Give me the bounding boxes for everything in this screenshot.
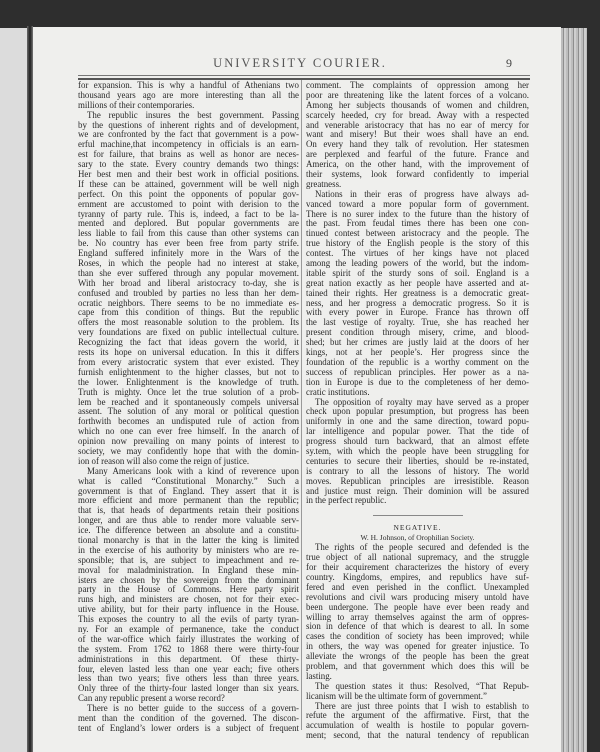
text-line: ness, and her progress a democratic progress. So it is [306,297,529,308]
section-heading: NEGATIVE. [393,523,442,533]
text-line: The question states it thus: Resolved, “That Repub- [315,680,529,691]
text-line: centuries to secure their liberties, should be re-instated, [306,455,529,466]
text-line: willing to array themselves against the arm of oppres- [306,611,529,622]
text-line: tional monarchy is that in the latter the king is limited [78,534,299,545]
running-header: UNIVERSITY COURIER. [213,56,387,70]
text-line: opinion now prevailing on many points of interest to [78,436,299,447]
text-line: is contrary to all the lessons of history. The world [306,465,529,476]
text-line: of the war-office which fairly illustrates the working of [78,633,299,644]
text-line: problem, and that government which does this will be [306,660,529,671]
text-line: that is, that heads of departments retain their positions [78,505,299,516]
text-line: tent of England’s lower orders is a subject of frequent [78,722,299,733]
section-separator [373,515,463,516]
text-line: Many Americans look with a kind of reverence upon [87,465,299,476]
text-line: Recognizing the fact that ideas govern the world, it [78,337,299,348]
text-line: the lower. Enlightenment is the knowledge of truth. [78,376,299,387]
text-line: for their acquirement characterizes the history of every [306,562,529,573]
text-line: sion in defence of that which is dearest to all. In some [306,621,529,632]
text-line: ment; second, that the natural tendency of republican [306,730,529,741]
text-line: true history of the English people is the story of this [306,238,529,249]
paragraph [78,704,299,734]
text-line: ernment are accustomed to point with derision to the [78,198,299,209]
paragraph [78,81,299,111]
text-line: greatness. [306,178,342,189]
text-line: If these can be attained, government will be well nigh [78,178,299,189]
text-line: est for failure, that brains as well as honor are neces- [78,149,299,160]
right-column-bottom [306,543,529,741]
text-line: and venerable aristocracy that has no ear of mercy for [306,119,529,130]
text-line: utive ability, but for their party influence in the House. [78,604,299,615]
text-line: millions of their contemporaries. [78,99,195,110]
text-line: Can any republic present a worse record? [78,693,225,704]
text-line: less liable to fail from this cause than other systems can [78,228,299,239]
text-line: with every power in Europe. France has thrown off [306,307,529,318]
text-line: sy.tem, with which the people have been struggling for [306,445,529,456]
text-line: be. No country has ever been free from party strife. [78,238,299,249]
text-line: ny. For an example of permanence, take the conduct [78,623,299,634]
text-line: tinued contest between aristocracy and the people. The [306,228,529,239]
text-line: success of republican principles. Her power as a na- [306,366,529,377]
text-line: America, on the other hand, with the improvement of [306,159,529,170]
text-line: by the questions of inherent rights and of development, [78,119,299,130]
text-line: Roses, in which the people had no interest at stake, [78,258,299,269]
text-line: assent. The solution of any moral or political question [78,406,299,417]
text-line: lar intelligence and popular power. That the tide of [306,426,529,437]
header-rule [78,75,530,76]
text-line: vanced toward a more popular form of government. [306,198,529,209]
text-line: offers the most reasonable solution to the problem. Its [78,317,299,328]
text-line: forthwith becomes an undisputed rule of action from [78,416,299,427]
text-line: the past. From feudal times there has been one con- [306,218,529,229]
page-stack-edges [561,28,587,752]
text-line: cratic institutions. [306,386,370,397]
text-line: moval for maladministration. In England these min- [78,564,299,575]
text-line: present condition through misery, crime, and blood- [306,327,529,338]
text-line: what is called “Constitutional Monarchy.” Such a [78,475,299,486]
text-line: government is that of England. They assert that it is [78,485,299,496]
text-line: shed; but her crimes are justly laid at the doors of her [306,337,529,348]
text-line: comment. The complaints of oppression among her [306,80,529,90]
text-line: With her broad and liberal aristocracy to-day, she is [78,277,299,288]
text-line: which no one can ever free himself. In the anarch of [78,426,299,437]
text-line: Her best men and their best work in official positions. [78,169,299,180]
paragraph [78,467,299,704]
text-line: refute the argument of the affirmative. First, that the [306,710,529,721]
text-line: party in the House of Commons. Here party spirit [78,584,299,595]
text-line: itable spirit of the sturdy sons of soil. England is a [306,267,529,278]
text-line: for expansion. This is why a handful of Athenians two [78,80,299,90]
previous-page-edge [0,28,27,752]
text-line: runs high, and ministers are chosen, not for their exec- [78,594,299,605]
text-line: fered and even perished in the conflict. Unexampled [306,581,529,592]
text-line: the last vestige of royalty. True, she has reached her [306,317,529,328]
text-line: administrations in this department. Of these thirty- [78,653,299,664]
text-line: perfect. On this point the opponents of popular gov- [78,188,299,199]
text-line: and justice must reign. Their dominion will be assured [306,485,529,496]
text-line: The opposition of royalty may have served as a proper [315,396,529,407]
text-line: Nations in their eras of progress have always ad- [315,188,529,199]
paragraph [306,190,529,398]
paragraph [306,543,529,681]
text-line: among the leading powers of the world, but the indom- [306,258,529,269]
text-line: ice. The difference between an absolute and a constitu- [78,525,299,536]
text-line: from every aristocratic system that ever existed. They [78,356,299,367]
text-line: mented and deplored. But popular governments are [78,218,299,229]
text-line: There is no surer index to the future than the history of [306,208,529,219]
text-line: There are just three points that I wish to establish to [315,700,529,711]
text-line: tion in Europe is due to the completeness of her demo- [306,376,529,387]
text-line: England suffered infinitely more in the Wars of the [78,248,299,259]
text-line: the system. From 1762 to 1868 there were thirty-four [78,643,299,654]
text-line: On every hand they talk of revolution. Her statesmen [306,139,529,150]
right-column [306,81,529,741]
text-line: four, eleven lasted less than one year each; five others [78,663,299,674]
text-line: been undergone. The people have ever been ready and [306,601,529,612]
text-line: This exposes the country to all the evils of party tyran- [78,614,299,625]
text-line: contest. The virtues of her kings have not placed [306,248,529,259]
text-line: erful machine,that incompetency in officials is an earn- [78,139,299,150]
text-line: very foundations are fixed on public intellectual culture. [78,327,299,338]
text-line: accumulation of wealth is hostile to popular govern- [306,720,529,731]
text-line: cape from this condition of things. But the republic [78,307,299,318]
text-line: licanism will be the ultimate form of government.” [306,690,487,701]
text-line: we are confronted by the fact that government is a pow- [78,129,299,140]
section-author: W. H. Johnson, of Orophilian Society. [360,533,475,543]
text-line: true object of all national supremacy, and the struggle [306,552,529,563]
text-line: The rights of the people secured and defended is the [315,542,529,553]
paragraph [306,81,529,190]
paragraph [306,682,529,702]
text-line: progress should turn backward, that an almost effete [306,436,529,447]
text-line: kings, not at her people’s. Her progress since the [306,347,529,358]
text-line: poor are threatening like the latent forces of a volcano. [306,89,529,100]
text-line: society, we may confidently hope that with the domin- [78,445,299,456]
text-line: in the exercise of his authority by ministers who are re- [78,544,299,555]
text-line: Among her subjects thousands of women and children, [306,99,529,110]
text-line: uniformly in one and the same direction, toward popu- [306,416,529,427]
text-line: than she ever suffered through any popular movement. [78,267,299,278]
text-line: less than two years; five others less than three years. [78,673,299,684]
text-line: ment than the condition of the governed. The discon- [78,713,299,723]
text-line: sary to the state. Every country demands two things: [78,159,299,170]
text-line: in the perfect republic. [306,495,387,506]
text-line: lem be reached and it spontaneously compels universal [78,396,299,407]
text-line: furnish enlightenment to the higher classes, but not to [78,366,299,377]
text-line: Only three of the thirty-four lasted longer than six years. [78,683,299,694]
text-line: lasting. [306,670,332,681]
text-line: longer, and are thus able to render more valuable serv- [78,515,299,526]
text-line: their systems, look forward confidently to imperial [306,169,529,180]
text-line: moves. Republican principles are irresistible. Reason [306,475,529,486]
text-line: ion of reason will also come the reign of justice. [78,455,250,466]
text-line: want and misery! But their woes shall have an end. [306,129,529,140]
text-line: Truth is mighty. Once let the true solution of a prob- [78,386,299,397]
text-line: are perplexed and fearful of the future. France and [306,149,529,160]
text-line: tained their rights. Her greatness is a democratic great- [306,287,529,298]
text-line: scarcely heeded, cry for bread. Away with a respected [306,109,529,120]
text-line: There is no better guide to the success of a govern- [87,703,299,714]
text-line: rests its hope on universal education. In this it differs [78,347,299,358]
text-line: ocratic neighbors. There seems to be no immediate es- [78,297,299,308]
paragraph [306,398,529,507]
paragraph [306,702,529,742]
text-line: confused and troubled by parties no less than her dem- [78,287,299,298]
right-column-top [306,81,529,506]
text-line: thousand years ago are more interesting than all the [78,89,299,100]
left-column [78,81,299,734]
text-line: in others, the way was opened for greater injustice. To [306,641,529,652]
text-line: country. Kingdoms, empires, and republics have suf- [306,571,529,582]
column-divider [301,80,302,730]
text-line: The republic insures the best government. Passing [87,109,299,120]
text-line: isters are chosen by the sovereign from the dominant [78,574,299,585]
page-number: 9 [506,56,512,70]
text-line: alleviate the wrongs of the people has been the great [306,651,529,662]
text-line: foundation of the republic is a worthy comment on the [306,356,529,367]
text-line: check upon popular presumption, but progress has been [306,406,529,417]
text-line: great nation exactly as her people have asserted and at- [306,277,529,288]
text-line: more efficient and more permanent than the republic; [78,495,299,506]
text-line: cases the condition of society has been improved; while [306,631,529,642]
text-line: revolutions and civil wars producing misery untold have [306,591,529,602]
text-line: tyranny of party rule. This is, indeed, a fact to be la- [78,208,299,219]
paragraph [78,111,299,467]
text-line: sponsible; that is, are subject to impeachment and re- [78,554,299,565]
